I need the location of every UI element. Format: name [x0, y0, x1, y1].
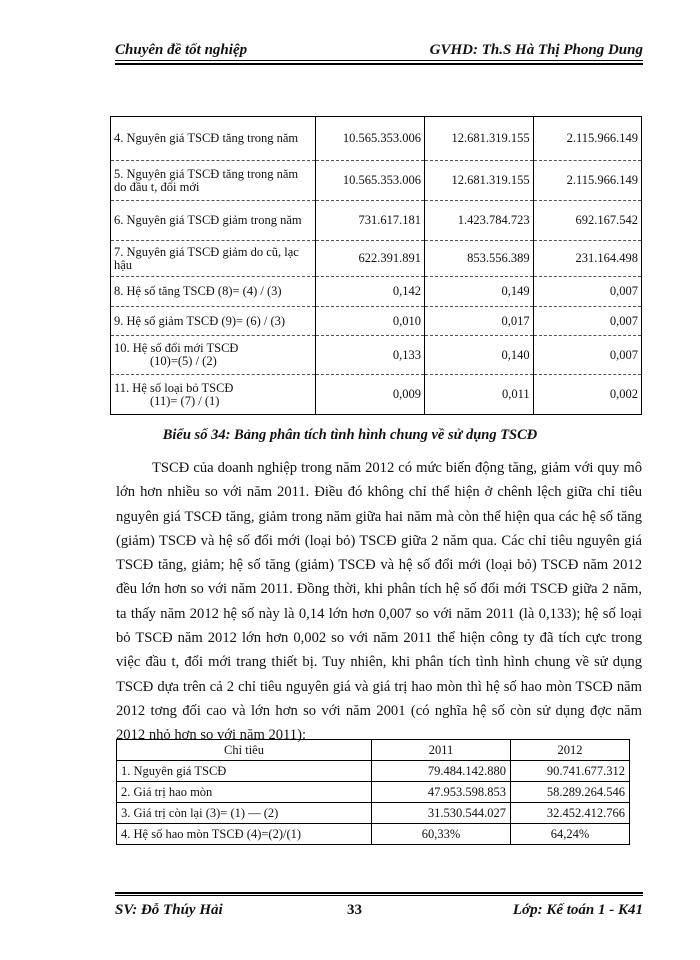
table-caption: Biểu số 34: Bảng phân tích tình hình chung về sử dụng TSCĐ — [162, 427, 538, 443]
row-value-2012: 58.289.264.546 — [511, 782, 630, 803]
row-value-2011: 731.617.181 — [316, 201, 425, 241]
table-row — [111, 307, 642, 336]
row-value-2012: 0,017 — [425, 307, 534, 336]
row-value-2011: 31.530.544.027 — [372, 803, 511, 824]
header-rule-thick — [115, 63, 643, 65]
table-row — [111, 241, 642, 277]
row-label: 4. Hệ số hao mòn TSCĐ (4)=(2)/(1) — [117, 824, 372, 845]
row-value-2011: 0,009 — [316, 375, 425, 415]
row-value-diff: 2.115.966.149 — [533, 161, 641, 201]
table-row — [117, 824, 630, 845]
row-value-diff: 0,007 — [533, 307, 641, 336]
header-cell-2011: 2011 — [372, 740, 511, 761]
row-label: 5. Nguyên giá TSCĐ tăng trong năm do đầu t, đổi mới — [111, 161, 316, 201]
table-row — [111, 336, 642, 375]
table-row — [111, 117, 642, 161]
page-footer — [115, 902, 643, 926]
fixed-asset-analysis-table — [110, 116, 642, 415]
footer-rule-thick — [115, 892, 643, 894]
footer-student: SV: Đỗ Thúy Hải — [115, 902, 223, 918]
depreciation-table — [116, 739, 630, 845]
row-value-2011: 10.565.353.006 — [316, 117, 425, 161]
row-value-2012: 853.556.389 — [425, 241, 534, 277]
row-label: 4. Nguyên giá TSCĐ tăng trong năm — [111, 117, 316, 161]
row-label-formula: (11)= (7) / (1) — [150, 393, 220, 408]
row-value-diff: 692.167.542 — [533, 201, 641, 241]
row-value-2012: 0,140 — [425, 336, 534, 375]
table-row — [117, 761, 630, 782]
row-label: 3. Giá trị còn lại (3)= (1) — (2) — [117, 803, 372, 824]
table-row — [111, 277, 642, 307]
table-row — [117, 803, 630, 824]
row-value-2012: 32.452.412.766 — [511, 803, 630, 824]
page-number: 33 — [347, 902, 362, 918]
header-cell-indicator: Chỉ tiêu — [117, 740, 372, 761]
table-row — [117, 782, 630, 803]
row-value-diff: 0,002 — [533, 375, 641, 415]
row-label: 6. Nguyên giá TSCĐ giảm trong năm — [111, 201, 316, 241]
header-advisor: GVHD: Th.S Hà Thị Phong Dung — [429, 42, 643, 58]
row-label-line1: 10. Hệ số đổi mới TSCĐ — [114, 341, 239, 355]
row-value-2011: 10.565.353.006 — [316, 161, 425, 201]
footer-class: Lớp: Kế toán 1 - K41 — [512, 902, 643, 918]
header-cell-2012: 2012 — [511, 740, 630, 761]
row-label — [111, 375, 316, 415]
row-label: 2. Giá trị hao mòn — [117, 782, 372, 803]
header-title: Chuyên đề tốt nghiệp — [115, 42, 248, 58]
row-value-2012: 0,011 — [425, 375, 534, 415]
row-label-formula: (10)=(5) / (2) — [150, 354, 217, 368]
body-paragraph: TSCĐ của doanh nghiệp trong năm 2012 có mức biến động tăng, giảm với quy mô lớn hơn nhiều so với năm 2011. Điều đó không chỉ thể hiện ở chênh lệch giữa chỉ tiêu nguyên giá TSCĐ tăng, giảm trong năm giữa hai năm mà còn thể hiện qua các hệ số tăng (giảm) TSCĐ và hệ số đổi mới (loại bỏ) TSCĐ giữa 2 năm qua. Các chỉ tiêu nguyên giá TSCĐ tăng, giảm; hệ số tăng (giảm) TSCĐ và hệ số đổi mới (loại bỏ) TSCĐ năm 2012 đều lớn hơn so với năm 2011. Đồng thời, khi phân tích hệ số đổi mới TSCĐ giữa 2 năm, ta thấy năm 2012 hệ số này là 0,14 lớn hơn 0,007 so với năm 2011 (là 0,133); hệ số loại bỏ TSCĐ năm 2012 lớn hơn 0,002 so với năm 2011 thể hiện công ty đã tích cực trong việc đầu t, đổi mới trang thiết bị. Tuy nhiên, khi phân tích tình hình chung về sử dụng TSCĐ dựa trên cả 2 chỉ tiêu nguyên giá và giá trị hao mòn thì hệ số hao mòn TSCĐ năm 2012 tơng đối cao và lớn hơn so với năm 2001 (có nghĩa hệ số còn sử dụng đợc năm 2012 nhỏ hơn so với năm 2011): — [116, 460, 642, 744]
row-value-2011: 79.484.142.880 — [372, 761, 511, 782]
row-value-2012: 64,24% — [511, 824, 630, 845]
row-value-2011: 47.953.598.853 — [372, 782, 511, 803]
row-label: 1. Nguyên giá TSCĐ — [117, 761, 372, 782]
row-value-2012: 12.681.319.155 — [425, 117, 534, 161]
row-label: 9. Hệ số giảm TSCĐ (9)= (6) / (3) — [111, 307, 316, 336]
table-row — [111, 375, 642, 415]
row-label-line1: 11. Hệ số loại bỏ TSCĐ — [114, 380, 234, 395]
row-value-diff: 0,007 — [533, 336, 641, 375]
row-value-diff: 2.115.966.149 — [533, 117, 641, 161]
row-value-2011: 60,33% — [372, 824, 511, 845]
header-rule — [115, 60, 643, 61]
table-row — [111, 161, 642, 201]
table-row — [111, 201, 642, 241]
row-label: 7. Nguyên giá TSCĐ giảm do cũ, lạc hậu — [111, 241, 316, 277]
row-value-2012: 12.681.319.155 — [425, 161, 534, 201]
row-value-2012: 1.423.784.723 — [425, 201, 534, 241]
row-value-2011: 0,010 — [316, 307, 425, 336]
row-label — [111, 336, 316, 375]
row-value-diff: 0,007 — [533, 277, 641, 307]
row-value-2011: 622.391.891 — [316, 241, 425, 277]
row-value-diff: 231.164.498 — [533, 241, 641, 277]
row-label: 8. Hệ số tăng TSCĐ (8)= (4) / (3) — [111, 277, 316, 307]
table-header-row — [117, 740, 630, 761]
row-value-2012: 90.741.677.312 — [511, 761, 630, 782]
footer-rule — [115, 895, 643, 896]
row-value-2011: 0,142 — [316, 277, 425, 307]
row-value-2011: 0,133 — [316, 336, 425, 375]
row-value-2012: 0,149 — [425, 277, 534, 307]
